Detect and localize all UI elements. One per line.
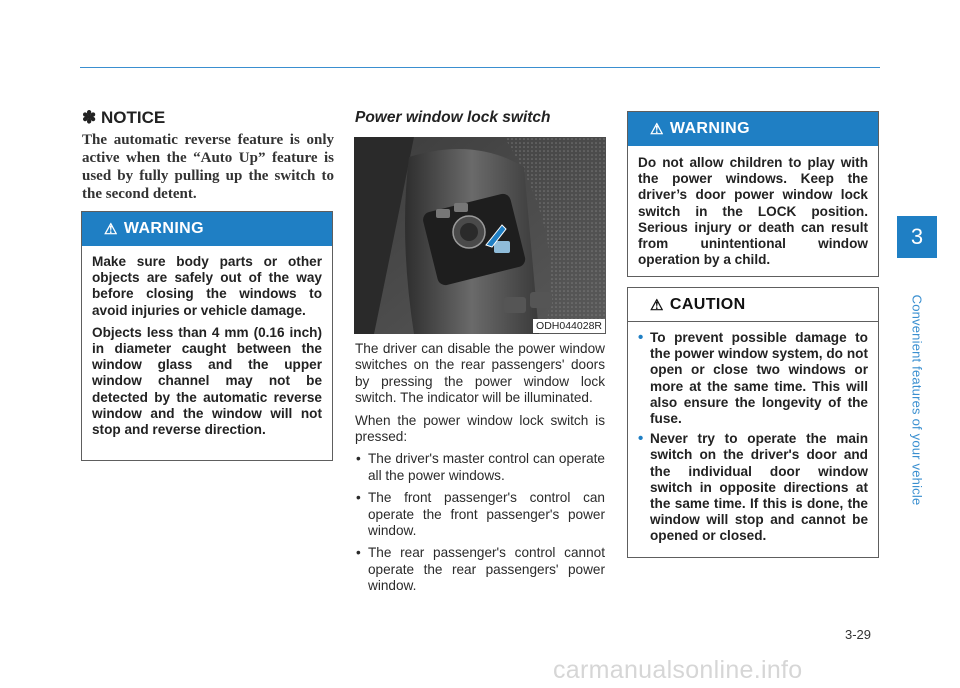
warning-body-right: Do not allow children to play with the power windows. Keep the driver’s door power window lock switch in the LOCK position. Serious injury or death can result from unintentional window operation by a child.: [638, 155, 868, 268]
door-panel-illustration: [354, 137, 606, 334]
warning-paragraph: Objects less than 4 mm (0.16 inch) in diameter caught between the window glass and the upper window channel may not be detected by the automatic reverse window and the window will not stop and reverse direction.: [92, 324, 322, 438]
notice-body: The automatic reverse feature is only active when the “Auto Up” feature is used by fully pulling up the switch to the second detent.: [82, 132, 334, 202]
list-item: • Never try to operate the main switch on the driver's door and the individual door window switch in opposite directions at the same time. If this is done, the window will stop and cannot be opened or closed.: [638, 431, 868, 544]
image-code: ODH044028R: [533, 319, 605, 333]
warning-label: WARNING: [669, 120, 750, 137]
warning-paragraph: Make sure body parts or other objects are safely out of the way before closing the windows to avoid injuries or vehicle damage.: [92, 254, 322, 318]
section-title: Power window lock switch: [355, 109, 551, 126]
list-item: • To prevent possible damage to the power window system, do not open or close two windows or more at the same time. This will also ensure the longevity of the fuse.: [638, 330, 868, 427]
section-intro: The driver can disable the power window switches on the rear passengers' doors by pressing the power window lock switch. The indicator will be illuminated.: [355, 341, 605, 406]
warning-triangle-icon: ⚠: [104, 221, 118, 238]
watermark: carmanualsonline.info: [553, 656, 803, 684]
notice-title: ✽ NOTICE: [82, 108, 166, 127]
list-item: • The front passenger's control can operate the front passenger's power window.: [355, 490, 605, 539]
section-bullets: [355, 451, 605, 594]
caution-triangle-icon: ⚠: [650, 296, 664, 314]
caution-header: [628, 288, 878, 322]
caution-label: CAUTION: [669, 295, 746, 313]
warning-body-left: [82, 246, 332, 438]
caution-box: [627, 287, 879, 558]
chapter-tab: 3: [897, 216, 937, 258]
page-number: 3-29: [845, 627, 872, 642]
section-lead: When the power window lock switch is pressed:: [355, 412, 605, 445]
top-rule: [80, 67, 880, 68]
list-item: • The rear passenger's control cannot operate the rear passengers' power window.: [355, 545, 605, 594]
caution-body: [628, 322, 878, 545]
chapter-label: Convenient features of your vehicle: [909, 294, 925, 506]
warning-header-right: [628, 112, 878, 146]
section-body: [355, 341, 605, 601]
warning-label: WARNING: [123, 220, 204, 237]
list-item: • The driver's master control can operate all the power windows.: [355, 451, 605, 484]
warning-box-left: [81, 211, 333, 461]
warning-box-right: [627, 111, 879, 277]
warning-triangle-icon: ⚠: [650, 121, 664, 138]
door-switch-photo: [354, 137, 606, 334]
warning-header-left: [82, 212, 332, 246]
